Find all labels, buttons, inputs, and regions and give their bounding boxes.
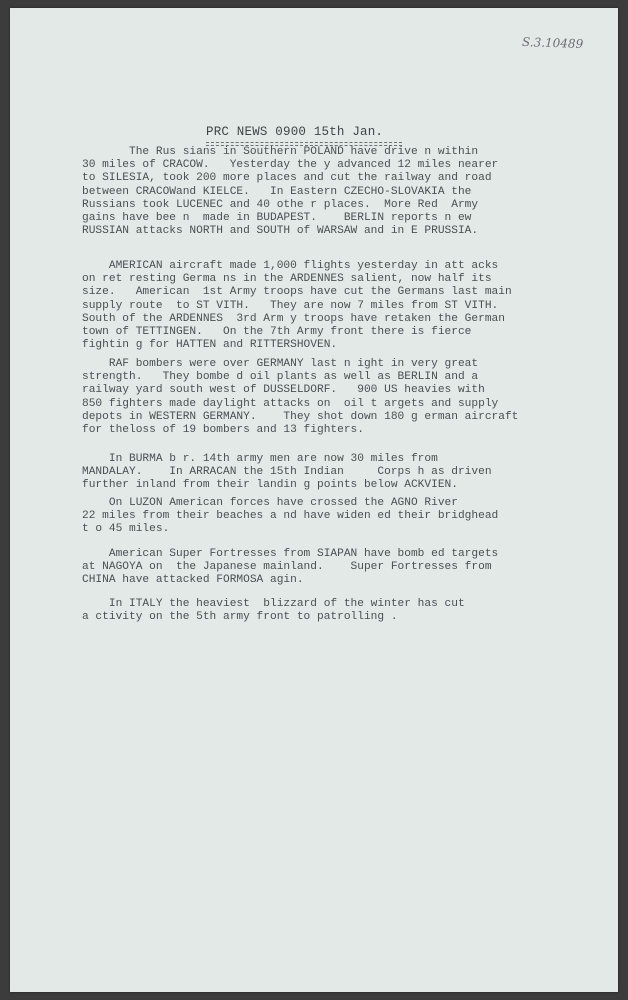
paragraph-italy: In ITALY the heaviest blizzard of the winter has cut a ctivity on the 5th army front to patrolling . xyxy=(82,598,465,624)
archive-reference: S.3.10489 xyxy=(521,34,584,52)
paragraph-burma: In BURMA b r. 14th army men are now 30 miles from MANDALAY. In ARRACAN the 15th Indian Corps h as driven further inland from their landin g points below ACKVIEN. xyxy=(82,453,492,492)
paragraph-raf: RAF bombers were over GERMANY last n ight in very great strength. They bombe d oil plants as well as BERLIN and a railway yard south west of DUSSELDORF. 900 US heavies with 850 fighters made daylight attacks on oil t argets and supply depots in WESTERN GERMANY. They shot down 180 g erman aircraft for theloss of 19 bombers and 13 fighters. xyxy=(82,358,519,437)
paragraph-luzon: On LUZON American forces have crossed the AGNO River 22 miles from their beaches a nd have widen ed their bridghead t o 45 miles. xyxy=(82,497,499,536)
heading-underline xyxy=(206,142,402,143)
paragraph-superfortress: American Super Fortresses from SIAPAN have bomb ed targets at NAGOYA on the Japanese mainland. Super Fortresses from CHINA have attacked FORMOSA agin. xyxy=(82,548,499,587)
document-page xyxy=(10,8,618,992)
news-heading: PRC NEWS 0900 15th Jan. xyxy=(206,125,384,139)
paragraph-poland: The Rus sians in Southern POLAND have drive n within 30 miles of CRACOW. Yesterday the y advanced 12 miles nearer to SILESIA, took 200 more places and cut the railway and road between CRACOWand KIELCE. In Eastern CZECHO-SLOVAKIA the Russians took LUCENEC and 40 othe r places. More Red Army gains have bee n made in BUDAPEST. BERLIN reports n ew RUSSIAN attacks NORTH and SOUTH of WARSAW and in E PRUSSIA. xyxy=(82,146,499,238)
paragraph-ardennes: AMERICAN aircraft made 1,000 flights yesterday in att acks on ret resting Germa ns in the ARDENNES salient, now half its size. American 1st Army troops have cut the Germans last main supply route to ST VITH. They are now 7 miles from ST VITH. South of the ARDENNES 3rd Arm y troops have retaken the German town of TETTINGEN. On the 7th Army front there is fierce fightin g for HATTEN and RITTERSHOVEN. xyxy=(82,260,512,352)
